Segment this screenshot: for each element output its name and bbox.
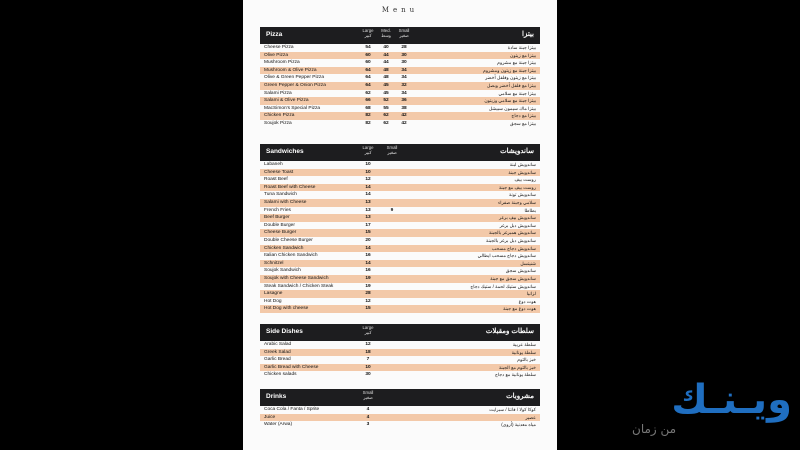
menu-item-price: 64 xyxy=(365,82,371,88)
section-title-en: Pizza xyxy=(266,31,283,38)
menu-item-row xyxy=(260,275,540,283)
column-header-ar: صغير xyxy=(399,33,409,38)
menu-item-name-ar: بيتزا ماك سيمون سبيشل xyxy=(488,105,536,111)
menu-item-price: 30 xyxy=(401,52,407,58)
menu-item-row xyxy=(260,214,540,222)
column-header-ar: كبير xyxy=(364,150,372,155)
menu-item-name-ar: بيتزا مع دجاج xyxy=(511,113,536,119)
column-header-ar: صغير xyxy=(363,395,373,400)
menu-item-name-en: Salami with Cheese xyxy=(264,199,307,205)
menu-item-row xyxy=(260,169,540,177)
menu-item-row xyxy=(260,67,540,75)
column-header-en: Med. xyxy=(381,28,391,33)
menu-item-price: 4 xyxy=(366,414,370,420)
menu-item-row xyxy=(260,260,540,268)
menu-item-price: 14 xyxy=(365,192,371,198)
menu-item-name-ar: خبز بالثوم xyxy=(517,357,536,363)
section-header xyxy=(260,389,540,406)
section-title-ar: سلطات ومقبلات xyxy=(485,328,534,335)
menu-item-price: 42 xyxy=(401,113,407,119)
menu-item-row xyxy=(260,298,540,306)
menu-item-name-en: Steak Sandwich / Chicken Steak xyxy=(264,283,334,289)
menu-item-price: 13 xyxy=(365,199,371,205)
menu-item-name-en: Chicken salads xyxy=(264,372,297,378)
menu-title: Menu xyxy=(381,6,419,14)
menu-item-name-en: Coca Cola / Fanta / Sprite xyxy=(264,407,320,412)
menu-item-row xyxy=(260,364,540,372)
column-header-en: Large xyxy=(362,145,374,150)
menu-item-name-en: Garlic Bread with Cheese xyxy=(264,364,319,370)
menu-item-price: 12 xyxy=(365,177,371,183)
watermark-sub-text: من زمان xyxy=(632,422,677,436)
menu-item-name-ar: روست بيف xyxy=(514,177,536,183)
menu-item-name-ar: بيتزا مع زيتون xyxy=(510,52,536,58)
menu-item-price: 9 xyxy=(390,207,394,213)
menu-item-name-en: Cheese Burger xyxy=(264,230,297,236)
menu-item-name-ar: ساندويش جبنة xyxy=(508,169,536,175)
menu-item-price: 10 xyxy=(365,364,371,370)
menu-item-row xyxy=(260,191,540,199)
menu-item-price: 34 xyxy=(401,90,407,96)
section-title-ar: ساندويشات xyxy=(500,148,534,155)
menu-item-name-ar: بيتزا مع سجق xyxy=(510,120,536,126)
section-title-ar: بيتزا xyxy=(522,31,534,38)
menu-item-row xyxy=(260,406,540,414)
column-header-ar: صغير xyxy=(387,150,397,155)
menu-item-price: 19 xyxy=(365,275,371,281)
menu-item-price: 62 xyxy=(383,113,389,119)
menu-item-price: 16 xyxy=(365,253,371,259)
menu-item-name-en: Roast Beef with Cheese xyxy=(264,184,316,190)
menu-item-price: 45 xyxy=(383,82,389,88)
menu-item-price: 55 xyxy=(383,105,389,111)
menu-item-price: 64 xyxy=(365,75,371,81)
menu-item-name-ar: مياه معدنية (أروى) xyxy=(501,422,536,428)
menu-item-price: 15 xyxy=(365,230,371,236)
menu-item-row xyxy=(260,305,540,313)
menu-item-name-en: Green Pepper & Onion Pizza xyxy=(264,82,326,88)
menu-item-price: 60 xyxy=(365,52,371,58)
menu-item-row xyxy=(260,421,540,429)
menu-item-price: 36 xyxy=(401,98,407,104)
menu-item-price: 14 xyxy=(365,184,371,190)
column-header xyxy=(356,145,380,155)
menu-item-price: 12 xyxy=(365,342,371,347)
menu-item-row xyxy=(260,237,540,245)
menu-item-price: 13 xyxy=(365,207,371,213)
menu-item-price: 28 xyxy=(401,45,407,50)
menu-item-name-ar: خبز بالثوم مع الجبنة xyxy=(498,364,536,370)
menu-item-name-ar: هوت دوغ مع جبنة xyxy=(503,306,536,312)
menu-item-name-en: Salami Pizza xyxy=(264,90,292,96)
column-header-en: Large xyxy=(362,28,374,33)
menu-item-name-en: Tuna Sandwich xyxy=(264,192,297,198)
menu-item-row xyxy=(260,349,540,357)
section-header xyxy=(260,324,540,341)
menu-item-row xyxy=(260,222,540,230)
menu-item-price: 12 xyxy=(365,298,371,304)
menu-item-name-en: Olive & Green Pepper Pizza xyxy=(264,75,324,81)
menu-item-row xyxy=(260,414,540,422)
menu-item-name-ar: ساندويش دجاج مسحب xyxy=(491,245,536,251)
section-title-en: Drinks xyxy=(266,393,287,400)
menu-item-name-en: Double Burger xyxy=(264,222,295,228)
section-header xyxy=(260,144,540,161)
menu-item-name-en: French Fries xyxy=(264,207,291,213)
section-header xyxy=(260,27,540,44)
menu-item-price: 38 xyxy=(401,105,407,111)
menu-item-name-ar: سلطة يونانية مع دجاج xyxy=(494,372,536,378)
column-header-en: Small xyxy=(386,145,398,150)
menu-item-row xyxy=(260,267,540,275)
menu-item-name-en: Soujok with Cheese Sandwich xyxy=(264,275,329,281)
menu-item-name-ar: ساندويش لبنة xyxy=(509,162,536,167)
menu-item-name-en: Cheese Toast xyxy=(264,169,294,175)
menu-item-price: 30 xyxy=(365,372,371,378)
menu-item-price: 10 xyxy=(365,169,371,175)
menu-item-row xyxy=(260,207,540,215)
menu-item-name-en: Hot Dog with cheese xyxy=(264,306,309,312)
section-title-en: Sandwiches xyxy=(266,148,304,155)
menu-item-row xyxy=(260,290,540,298)
menu-item-row xyxy=(260,120,540,128)
menu-item-price: 20 xyxy=(365,237,371,243)
menu-item-name-ar: عصير xyxy=(525,414,536,420)
column-header-en: Small xyxy=(398,28,410,33)
menu-item-price: 68 xyxy=(365,105,371,111)
menu-item-name-ar: ساندويش دجاج مسحب ايطالي xyxy=(477,253,536,259)
menu-item-name-ar: ساندويش همبرغر بالجبنة xyxy=(488,230,536,236)
menu-item-name-en: Lasagne xyxy=(264,291,283,297)
menu-item-name-ar: ساندويش دبل برغر بالجبنة xyxy=(486,237,536,243)
menu-item-name-ar: سلامي وجبنة صفراء xyxy=(498,199,536,205)
menu-item-row xyxy=(260,112,540,120)
menu-item-row xyxy=(260,176,540,184)
menu-item-price: 14 xyxy=(365,245,371,251)
column-header xyxy=(392,28,416,38)
menu-item-price: 18 xyxy=(365,349,371,355)
menu-item-name-ar: ساندويش دبل برغر xyxy=(499,222,536,228)
menu-item-row xyxy=(260,371,540,379)
menu-item-row xyxy=(260,82,540,90)
menu-item-row xyxy=(260,184,540,192)
section-pizza xyxy=(260,27,540,128)
menu-item-name-ar: سلطة يونانية xyxy=(511,349,536,355)
menu-item-name-ar: ساندويش سجق مع جبنة xyxy=(490,275,536,281)
menu-item-row xyxy=(260,161,540,169)
column-header-en: Large xyxy=(362,325,374,330)
watermark-logo-text: ويـنـك xyxy=(671,377,792,423)
menu-item-name-ar: بيتزا جبنة مع مشروم xyxy=(497,60,536,66)
menu-item-name-ar: بيتزا جبنة مع سلامي وزيتون xyxy=(484,98,536,104)
menu-item-price: 3 xyxy=(366,422,370,428)
menu-item-name-en: Roast Beef xyxy=(264,177,288,183)
menu-item-name-ar: ساندويش تونة xyxy=(509,192,536,198)
menu-item-row xyxy=(260,52,540,60)
menu-item-row xyxy=(260,356,540,364)
menu-item-price: 17 xyxy=(365,222,371,228)
menu-item-price: 14 xyxy=(365,260,371,266)
menu-item-row xyxy=(260,44,540,52)
menu-item-price: 66 xyxy=(365,98,371,104)
menu-item-name-en: Soujok Sandwich xyxy=(264,268,301,274)
menu-item-price: 10 xyxy=(365,162,371,167)
menu-item-price: 82 xyxy=(365,113,371,119)
menu-item-price: 60 xyxy=(365,60,371,66)
menu-item-row xyxy=(260,199,540,207)
menu-item-price: 42 xyxy=(401,120,407,126)
menu-item-name-ar: كوكا كولا / فانتا / سبرايت xyxy=(489,407,536,412)
menu-item-row xyxy=(260,74,540,82)
column-header-ar: وسط xyxy=(381,33,391,38)
menu-item-price: 64 xyxy=(365,67,371,73)
menu-item-name-en: Schnitzel xyxy=(264,260,284,266)
menu-item-price: 52 xyxy=(383,98,389,104)
menu-item-name-en: Mushroom Pizza xyxy=(264,60,300,66)
column-header-en: Small xyxy=(362,390,374,395)
menu-item-name-ar: ساندويش بيف برغر xyxy=(498,215,536,221)
menu-item-name-ar: بيتزا جبنة مع زيتون ومشروم xyxy=(483,67,536,73)
menu-item-name-en: Labaneh xyxy=(264,162,283,167)
menu-item-price: 30 xyxy=(401,60,407,66)
menu-item-price: 13 xyxy=(365,215,371,221)
menu-item-price: 44 xyxy=(383,52,389,58)
menu-item-name-ar: بيتزا مع فلفل أخضر وبصل xyxy=(487,82,536,88)
menu-item-price: 34 xyxy=(401,75,407,81)
column-header-ar: كبير xyxy=(364,33,372,38)
menu-item-price: 54 xyxy=(365,45,371,50)
watermark-logo xyxy=(632,378,792,440)
menu-item-name-en: Salami & Olive Pizza xyxy=(264,98,309,104)
column-header xyxy=(380,145,404,155)
menu-item-price: 19 xyxy=(365,283,371,289)
menu-item-row xyxy=(260,341,540,349)
section-title-ar: مشروبات xyxy=(506,393,534,400)
section-side-dishes xyxy=(260,324,540,379)
menu-item-price: 28 xyxy=(365,291,371,297)
menu-item-row xyxy=(260,59,540,67)
section-sandwiches xyxy=(260,144,540,313)
menu-item-row xyxy=(260,97,540,105)
menu-item-price: 44 xyxy=(383,60,389,66)
menu-item-name-en: Italian Chicken Sandwich xyxy=(264,253,318,259)
menu-item-name-en: Hot Dog xyxy=(264,298,282,304)
menu-item-price: 62 xyxy=(365,90,371,96)
menu-item-name-en: MacSimon's Special Pizza xyxy=(264,105,321,111)
menu-item-price: 82 xyxy=(365,120,371,126)
menu-item-name-en: Chicken Sandwich xyxy=(264,245,304,251)
menu-item-row xyxy=(260,252,540,260)
menu-item-row xyxy=(260,105,540,113)
menu-item-name-ar: بطاطا xyxy=(524,207,536,213)
section-title-en: Side Dishes xyxy=(266,328,303,335)
menu-item-name-en: Water (Arwa) xyxy=(264,422,293,428)
menu-item-price: 40 xyxy=(383,45,389,50)
menu-page xyxy=(243,0,557,450)
menu-item-name-ar: روست بيف مع جبنة xyxy=(498,184,536,190)
menu-item-price: 62 xyxy=(383,120,389,126)
column-header xyxy=(356,390,380,400)
menu-item-name-en: Cheese Pizza xyxy=(264,45,294,50)
menu-item-row xyxy=(260,245,540,253)
menu-item-name-en: Chicken Pizza xyxy=(264,113,295,119)
column-header-ar: كبير xyxy=(364,330,372,335)
menu-item-name-en: Arabic Salad xyxy=(264,342,292,347)
menu-item-name-ar: بيتزا جبنة مع سلامي xyxy=(498,90,536,96)
menu-item-name-ar: بيتزا جبنة سادة xyxy=(507,45,536,50)
menu-item-price: 16 xyxy=(365,268,371,274)
menu-item-name-ar: لزانيا xyxy=(526,291,536,297)
menu-item-name-en: Greek Salad xyxy=(264,349,291,355)
menu-item-name-ar: ساندويش ستيك لحمة / ستيك دجاج xyxy=(470,283,536,289)
menu-item-name-en: Double Cheese Burger xyxy=(264,237,313,243)
menu-item-name-en: Mushroom & Olive Pizza xyxy=(264,67,317,73)
menu-item-price: 7 xyxy=(366,357,370,363)
menu-item-price: 34 xyxy=(401,67,407,73)
menu-item-price: 48 xyxy=(383,67,389,73)
menu-item-price: 45 xyxy=(383,90,389,96)
menu-item-row xyxy=(260,90,540,98)
menu-item-name-ar: هوت دوغ xyxy=(518,298,536,304)
menu-item-row xyxy=(260,283,540,291)
menu-item-name-ar: شنيتسل xyxy=(520,260,536,266)
menu-item-name-en: Garlic Bread xyxy=(264,357,291,363)
menu-item-name-ar: ساندويش سجق xyxy=(505,268,536,274)
menu-item-price: 32 xyxy=(401,82,407,88)
menu-item-name-ar: بيتزا مع زيتون وفلفل أخضر xyxy=(485,75,536,81)
menu-item-price: 4 xyxy=(366,407,370,412)
menu-item-name-en: Beef Burger xyxy=(264,215,290,221)
menu-item-price: 15 xyxy=(365,306,371,312)
section-drinks xyxy=(260,389,540,429)
menu-item-name-en: Olive Pizza xyxy=(264,52,288,58)
menu-item-name-en: Juice xyxy=(264,414,276,420)
menu-item-name-ar: سلطة عربية xyxy=(512,342,536,347)
menu-item-price: 48 xyxy=(383,75,389,81)
column-header xyxy=(356,325,380,335)
menu-item-name-en: Soujok Pizza xyxy=(264,120,292,126)
menu-item-row xyxy=(260,229,540,237)
